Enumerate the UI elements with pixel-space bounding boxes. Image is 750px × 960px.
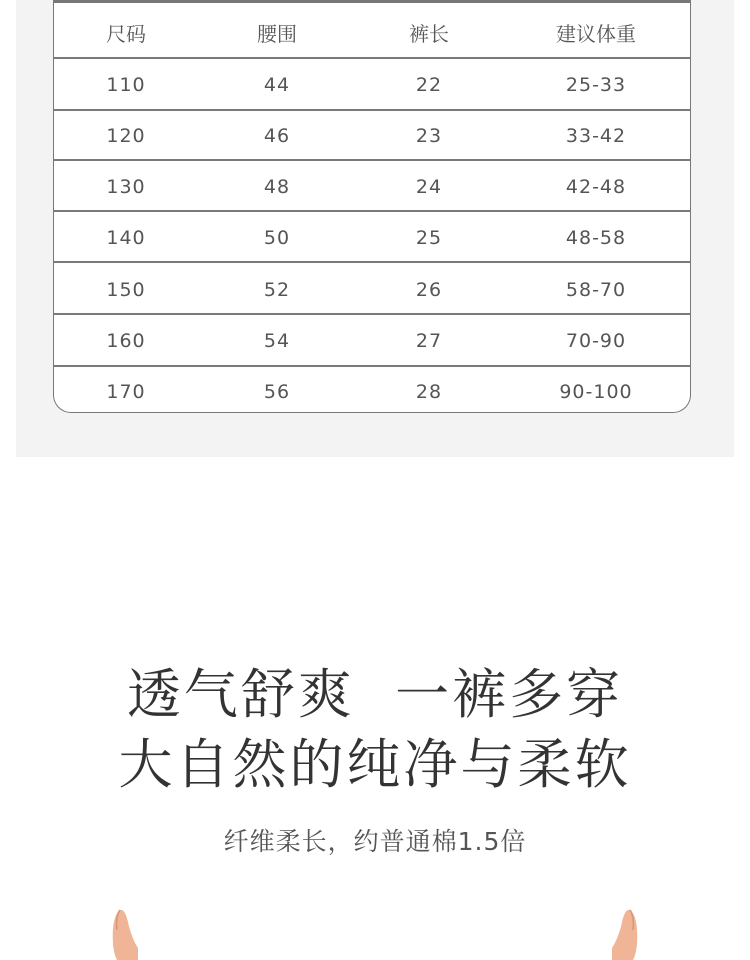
headline-line-1: 透气舒爽 一裤多穿: [126, 663, 624, 726]
header-length: 裤长: [409, 21, 449, 46]
cell-waist: 54: [263, 330, 291, 352]
cell-length: 25: [415, 227, 443, 249]
cell-waist: 50: [263, 227, 291, 249]
cell-waist: 48: [263, 176, 291, 198]
hand-icon: [612, 908, 642, 960]
cell-length: 23: [415, 125, 443, 147]
table-divider: [54, 159, 690, 161]
cell-waist: 44: [263, 74, 291, 96]
cell-weight: 25-33: [565, 74, 627, 96]
table-row: [54, 213, 690, 263]
cell-weight: 42-48: [565, 176, 627, 198]
cell-weight: 58-70: [565, 279, 627, 301]
table-header-row: [54, 8, 690, 56]
cell-weight: 33-42: [565, 125, 627, 147]
cell-length: 22: [415, 74, 443, 96]
size-table: [53, 0, 691, 413]
table-divider: [54, 313, 690, 315]
cell-size: 160: [106, 330, 146, 352]
cell-length: 27: [415, 330, 443, 352]
cell-length: 26: [415, 279, 443, 301]
cell-size: 120: [106, 125, 146, 147]
header-waist: 腰围: [257, 21, 297, 46]
header-size: 尺码: [106, 21, 146, 46]
cell-weight: 48-58: [565, 227, 627, 249]
table-divider: [54, 210, 690, 212]
cell-weight: 70-90: [565, 330, 627, 352]
cell-size: 150: [106, 279, 146, 301]
fiber-subline: 纤维柔长，约普通棉1.5倍: [223, 827, 527, 856]
cell-length: 28: [415, 381, 443, 403]
cell-length: 24: [415, 176, 443, 198]
cell-waist: 56: [263, 381, 291, 403]
headline-line-2: 大自然的纯净与柔软: [118, 733, 632, 796]
table-row: [54, 265, 690, 315]
table-divider: [54, 261, 690, 263]
table-row: [54, 162, 690, 212]
table-divider: [54, 57, 690, 59]
table-row: [54, 111, 690, 161]
cell-size: 140: [106, 227, 146, 249]
cell-size: 170: [106, 381, 146, 403]
hand-icon: [108, 908, 138, 960]
header-weight: 建议体重: [556, 21, 636, 46]
cell-size: 110: [106, 74, 146, 96]
table-row: [54, 316, 690, 366]
table-row: [54, 368, 690, 413]
table-divider: [54, 365, 690, 367]
cell-size: 130: [106, 176, 146, 198]
cell-weight: 90-100: [559, 381, 633, 403]
cell-waist: 52: [263, 279, 291, 301]
table-row: [54, 60, 690, 110]
cell-waist: 46: [263, 125, 291, 147]
